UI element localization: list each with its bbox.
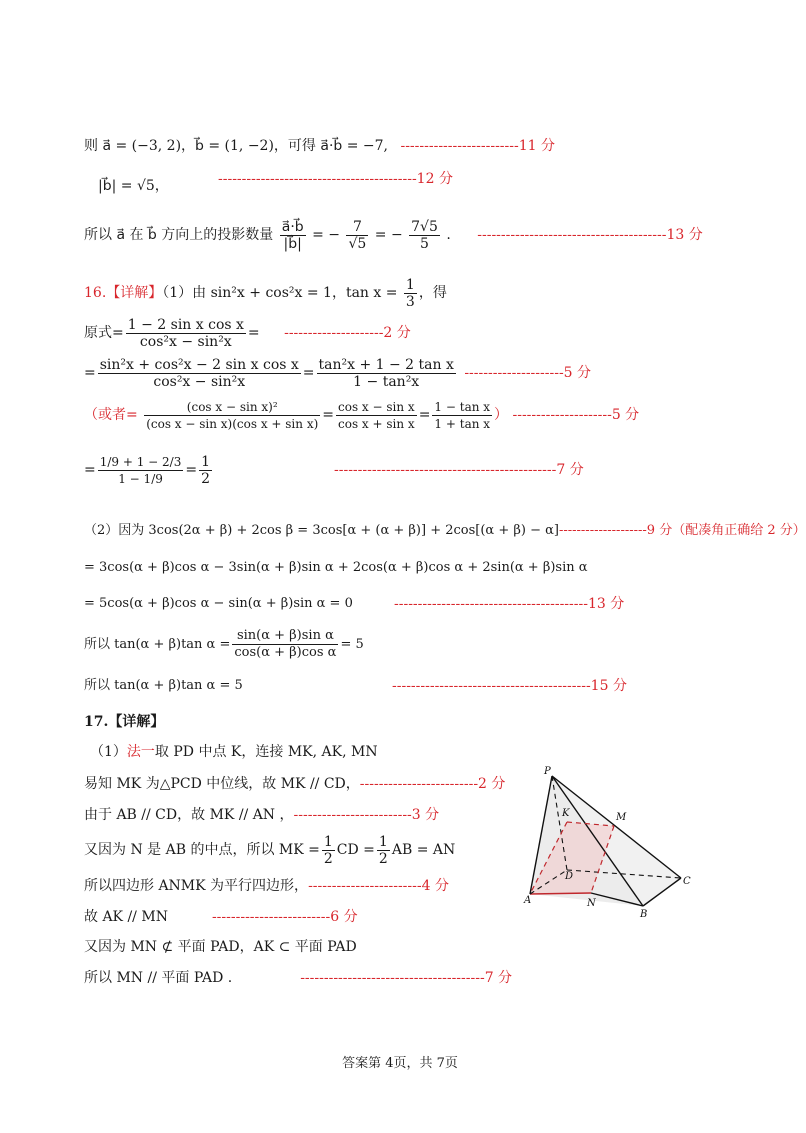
q16-intro-text: （1）由 sin²x + cos²x = 1，tan x = (162, 285, 398, 301)
q17-score-3: -------------------------3 分 (293, 807, 440, 823)
q17-title: 17.【详解】 (84, 714, 165, 730)
q17-score-6: -------------------------6 分 (211, 909, 358, 925)
q16-score-15: ------------------------------------------15 分 (392, 678, 627, 694)
q16-title: 16.【详解】 (84, 285, 163, 301)
q17-score-2: -------------------------2 分 (359, 776, 506, 792)
q15-line-3: 所以 a⃗ 在 b⃗ 方向上的投影数量 $\frac{a⃗\cdot b⃗}{|b⃗|}$ = − $\frac{7}{√5}$ = − $\frac{7√5}{5}$ . ----------------------------------------13 分 (84, 218, 703, 252)
q15-line-1 (84, 137, 555, 155)
q16-score-2: ---------------------2 分 (284, 325, 411, 341)
pyramid-figure (510, 760, 700, 920)
label-m: M (616, 812, 627, 823)
label-c: C (683, 876, 691, 887)
q16-row-3: （或者= $\frac{\text{(cos x − sin x)²}}{\text{(cos x − sin x)(cos x + sin x)}}$ = $\frac{\text{cos x − sin x}}{\text{cos x + sin x}}$ = $\frac{\text{1 − tan x}}{\text{1 + tan x}}$ ） ---------------------5 分 (84, 399, 640, 431)
q16-intro-frac: $\frac{1}{3}$ (405, 276, 415, 310)
label-k: K (562, 808, 570, 819)
edge-an (530, 893, 591, 894)
q15-projection-label: 所以 a⃗ 在 b⃗ 方向上的投影数量 (84, 227, 274, 243)
q17-line-3: 由于 AB // CD，故 MK // AN ，-------------------------3 分 (84, 807, 440, 823)
q16-r3-frac-3: $\frac{\text{1 − tan x}}{\text{1 + tan x}}$ (434, 399, 491, 431)
q15-score-13: ----------------------------------------13 分 (477, 227, 703, 243)
q17-frac-2: $\frac{1}{2}$ (378, 833, 388, 867)
label-d: D (565, 871, 574, 882)
q15-frac-3: $\frac{7√5}{5}$ (411, 218, 438, 252)
q16-row-4: = $\frac{1/9 + 1 - 2/3}{1 - 1/9}$ = $\frac{1}{2}$ (84, 453, 211, 487)
q17-line-5: 所以四边形 ANMK 为平行四边形，------------------------4 分 (84, 878, 449, 894)
label-n: N (587, 898, 596, 909)
q16-r4-result: $\frac{1}{2}$ (201, 453, 211, 487)
q17-line-1: （1）法一取 PD 中点 K，连接 MK, AK, MN (90, 744, 378, 760)
q17-line-2: 易知 MK 为△PCD 中位线，故 MK // CD，-------------------------2 分 (84, 776, 506, 792)
q15-vectors-text: 则 a⃗ = (−3, 2)，b⃗ = (1, −2)，可得 a⃗·b⃗ = −7, (84, 138, 389, 154)
q16-intro: 16.【详解】（1）由 sin²x + cos²x = 1，tan x = $\frac{1}{3}$ ，得 (84, 276, 447, 310)
q15-line-2 (98, 177, 169, 195)
q16-r4-frac: $\frac{1/9 + 1 - 2/3}{1 - 1/9}$ (99, 454, 182, 486)
q16-score-13: -----------------------------------------13 分 (394, 596, 625, 612)
q16-score-5a: ---------------------5 分 (464, 365, 592, 381)
q16-score-5b: ---------------------5 分 (512, 407, 640, 423)
q15-score-11: -------------------------11 分 (400, 138, 555, 154)
q16-part2-line-5: 所以 tan(α + β)tan α = 5 (84, 678, 243, 693)
q17-score-4: ------------------------4 分 (308, 878, 449, 894)
q16-r2-frac-1: $\frac{\text{sin²x + cos²x − 2 sin x cos x}}{\text{cos²x − sin²x}}$ (99, 356, 299, 390)
q17-line-6: 故 AK // MN -------------------------6 分 (84, 909, 358, 925)
q16-r3-frac-1: $\frac{\text{(cos x − sin x)²}}{\text{(cos x − sin x)(cos x + sin x)}}$ (146, 399, 319, 431)
q16-note: （配凑角正确给 2 分） (672, 523, 806, 538)
q16-r3-frac-2: $\frac{\text{cos x − sin x}}{\text{cos x + sin x}}$ (338, 399, 415, 431)
label-p: P (544, 766, 551, 777)
page-footer: 答案第 4页，共 7页 (342, 1056, 458, 1071)
q15-norm-text: |b⃗| = √5， (98, 178, 169, 194)
q16-r1-frac: $\frac{\text{1 − 2 sin x cos x}}{\text{cos²x − sin²x}}$ (127, 316, 244, 350)
q16-part2-line-3: = 5cos(α + β)cos α − sin(α + β)sin α = 0 (84, 596, 353, 611)
q17-line-4: 又因为 N 是 AB 的中点，所以 MK = $\frac{1}{2}$ CD = $\frac{1}{2}$ AB = AN (84, 833, 456, 867)
q16-row-1: 原式= $\frac{\text{1 − 2 sin x cos x}}{\text{cos²x − sin²x}}$ = ---------------------2 分 (84, 316, 411, 350)
q17-line-8: 所以 MN // 平面 PAD . ---------------------------------------7 分 (84, 970, 513, 986)
q16-score-7: -----------------------------------------------7 分 (334, 462, 584, 478)
q16-part-2: （2）因为 3cos(2α + β) + 2cos β = 3cos[α + (α + β)] + 2cos[(α + β) − α]--------------------9 分（配凑角正确给 2 分） (84, 523, 806, 538)
label-a: A (524, 895, 532, 906)
q16-part2-line-2: = 3cos(α + β)cos α − 3sin(α + β)sin α + 2cos(α + β)cos α + 2sin(α + β)sin α (84, 560, 588, 575)
q16-row-2: = $\frac{\text{sin²x + cos²x − 2 sin x cos x}}{\text{cos²x − sin²x}}$ = $\frac{\text{tan²x + 1 − 2 tan x}}{\text{1 − tan²x}}$ ---------------------5 分 (84, 356, 592, 390)
q15-frac-1: $\frac{a⃗\cdot b⃗}{|b⃗|}$ (281, 218, 304, 252)
q16-p2-frac: $\frac{\text{sin(α + β)sin α}}{\text{cos(α + β)cos α}}$ (234, 628, 337, 660)
q17-line-7: 又因为 MN ⊄ 平面 PAD，AK ⊂ 平面 PAD (84, 939, 357, 955)
q16-r2-frac-2: $\frac{\text{tan²x + 1 − 2 tan x}}{\text{1 − tan²x}}$ (318, 356, 454, 390)
q15-frac-2: $\frac{7}{√5}$ (348, 218, 367, 252)
q15-score-12: ------------------------------------------12 分 (218, 171, 453, 187)
q16-part2-line-4: 所以 tan(α + β)tan α = $\frac{\text{sin(α + β)sin α}}{\text{cos(α + β)cos α}}$ = 5 (84, 628, 364, 660)
label-b: B (640, 909, 648, 920)
q16-score-9: --------------------9 分 (558, 523, 673, 538)
q17-score-7: ---------------------------------------7 分 (300, 970, 513, 986)
q17-frac-1: $\frac{1}{2}$ (323, 833, 333, 867)
